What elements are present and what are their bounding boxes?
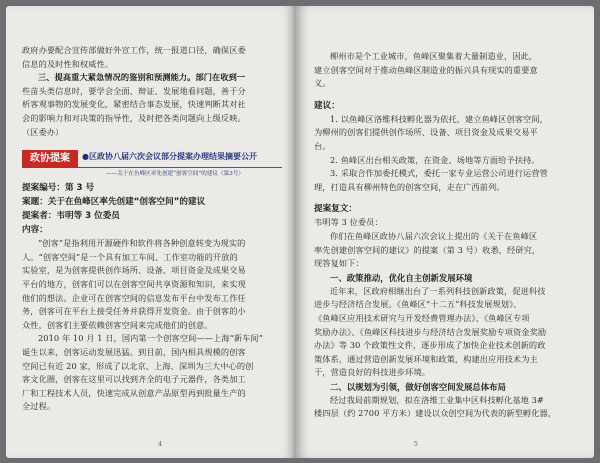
intro-line: 建立创客空间对于推动鱼峰区制造业的振兴具有现实的重要意 xyxy=(314,64,538,75)
page-number-left: 4 xyxy=(158,441,162,448)
section1-line: 《鱼峰区应用技术研究与开发经费管理办法》、《鱼峰区专项 xyxy=(314,312,530,323)
section1-line: 策体系，通过营造创新发展环境和政策，构建出应用技术为主 xyxy=(314,353,538,364)
page-number-right: 5 xyxy=(414,441,418,448)
section1-line: 奖励办法》、《鱼峰区科技进步与经济结合发展奖励专项资金奖励 xyxy=(314,326,547,337)
intro-line: 义。 xyxy=(314,78,331,89)
proposal-number: 提案编号：第 3 号 xyxy=(22,183,95,194)
banner-subtitle: ——关于在鱼峰区率先创建“创客空间”的建议（第3号） xyxy=(106,171,244,178)
right-page xyxy=(294,6,594,458)
section1-title: 一、政策推动，优化自主创新发展环境 xyxy=(330,272,473,283)
suggestion-line: 为柳州的创客们提供创作场所、设备、项目资金及成果交易平 xyxy=(314,127,538,138)
section3-line-4: 会的影响力和对决策的指导性，及时把各类问题向上级反映。 xyxy=(22,112,246,123)
body-line: 人。“创客空间”是一个具有加工车间、工作室功能的开放的 xyxy=(22,251,238,262)
section3-line-1 xyxy=(22,71,280,85)
body-line: 空间已有近 20 家，形成了以北京、上海、深圳为三大中心的创 xyxy=(22,360,254,371)
section2-line: 楼四层（约 2700 平方米）建设以众创空间为代表的新型孵化器， xyxy=(314,408,557,419)
top-line-2: 信息的及时性和权威性。 xyxy=(22,58,114,69)
section3-line-2: 些苗头类信息时，要学会全面、辩证、发展地看问题，善于分 xyxy=(22,85,246,96)
left-page-content xyxy=(6,6,294,458)
right-page-content xyxy=(294,6,594,458)
banner-title: ●区政协八届六次会议部分提案办理结果摘要公开 xyxy=(82,151,257,162)
top-line-1: 政府办要配合宣传部做好外宣工作，统一报道口径，确保区委 xyxy=(22,45,246,55)
proposal-content-label: 内容： xyxy=(22,225,48,236)
left-page xyxy=(6,6,294,458)
reply-intro-line: 率先创建创客空间的建议》的提案（第 3 号）收悉，经研究， xyxy=(314,244,541,255)
body-line: 全过程。 xyxy=(22,401,56,412)
suggestion-line: 1. 以鱼峰区洛维科技孵化器为依托，建立鱼峰区创客空间， xyxy=(330,113,548,124)
proposal-proposer: 提案者：韦明等 3 位委员 xyxy=(22,211,120,222)
section3-line-5: （区委办） xyxy=(22,126,64,137)
section1-line: 干，营造良好的科技进步环境。 xyxy=(314,367,431,378)
intro-line: 柳州市是个工业城市，鱼峰区聚集着大量制造业，因此， xyxy=(330,51,538,61)
banner-divider xyxy=(78,167,282,168)
banner-tag: 政协提案 xyxy=(22,150,78,168)
body-line: 众性，创客们主要依赖创客空间来完成他们的创意。 xyxy=(22,319,213,330)
section3-line-3: 析客观事物的发展变化，紧密结合事态发展，快速判断其对社 xyxy=(22,99,246,110)
body-line: 客文化圈，创客在这里可以找到齐全的电子元器件，各类加工 xyxy=(22,374,246,385)
suggestion-line: 3. 采取合作加委托模式，委托一家专业运营公司进行运营管 xyxy=(330,168,548,179)
reply-intro-line: 你们在鱼峰区政协八届六次会议上提出的《关于在鱼峰区 xyxy=(330,230,538,241)
reply-intro-line: 现答复如下： xyxy=(314,258,364,269)
section1-line: 进步与经济结合发展。《鱼峰区“十二五”科技发展规划》、 xyxy=(314,299,522,310)
body-line: “创客”是指利用开源硬件和软件将各种创意转变为现实的 xyxy=(38,238,246,249)
section2-title: 二、以规划为引领，做好创客空间发展总体布局 xyxy=(330,381,506,392)
section3-text: 三、提高重大紧急情况的鉴别和预测能力。部门在收到一 xyxy=(38,72,246,83)
body-line: 平台的地方，创客们可以在创客空间共享资源和知识，来实现 xyxy=(22,278,246,289)
suggestion-line: 理，打造具有柳州特色的创客空间，走在广西前列。 xyxy=(314,181,505,192)
section2-line: 经过我局前期规划，拟在洛维工业集中区科技孵化基地 3# xyxy=(330,394,544,405)
section1-line: 近年来，区政府相继出台了一系列科技创新政策，促进科技 xyxy=(330,285,546,296)
body-line: 厂和工程技术人员，快速完成从创意产品原型再到批量生产的 xyxy=(22,387,246,398)
body-line: 诞生以来，创客运动发展迅猛。到目前，国内相具规模的创客 xyxy=(22,346,246,357)
body-line: 2010 年 10 月 1 日，国内第一个创客空间——上海“新车间” xyxy=(38,333,263,344)
body-line: 实验室，是为创客提供创作场所、设备、项目资金及成果交易 xyxy=(22,265,246,276)
suggestion-label: 建议： xyxy=(314,100,340,111)
proposal-case: 案题：关于在鱼峰区率先创建“创客空间”的建议 xyxy=(22,197,206,208)
body-line: 他们的想法。企业可在创客空间的信息发布平台中发布工作任 xyxy=(22,292,246,303)
proposal-banner xyxy=(22,150,282,178)
suggestion-line: 台。 xyxy=(314,140,331,151)
reply-to: 韦明等 3 位委员： xyxy=(314,217,383,228)
section1-line: 办法》等 30 个政策性文件，逐步形成了加快企业技术创新的政 xyxy=(314,340,546,351)
body-line: 务，创客可在平台上接受任务并获得开发资金。由于创客的小 xyxy=(22,306,246,317)
suggestion-line: 2. 鱼峰区出台相关政策，在资金、场地等方面给予扶持。 xyxy=(330,154,540,165)
reply-label: 提案复文： xyxy=(314,204,357,215)
